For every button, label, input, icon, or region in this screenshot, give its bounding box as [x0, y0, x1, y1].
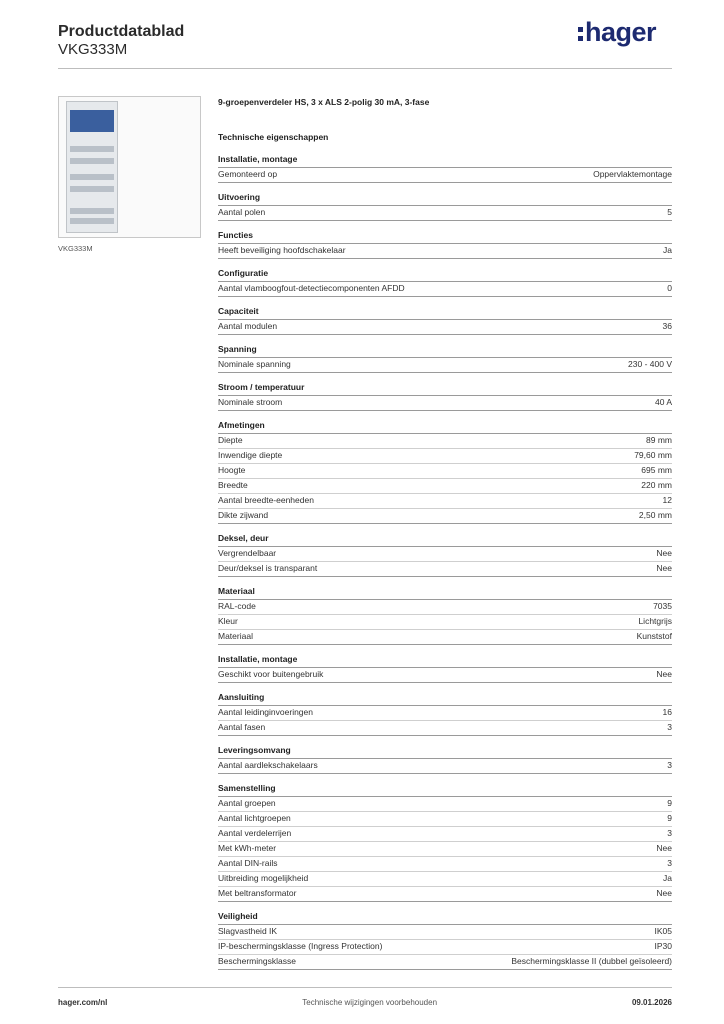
spec-row [218, 630, 672, 645]
spec-value: 0 [667, 283, 672, 293]
spec-section-title: Installatie, montage [218, 154, 672, 168]
product-image [58, 96, 201, 238]
spec-value: Oppervlaktemontage [593, 169, 672, 179]
spec-content [218, 97, 672, 979]
spec-value: 40 A [654, 397, 672, 407]
spec-row [218, 827, 672, 842]
spec-section-title: Installatie, montage [218, 654, 672, 668]
spec-value: Nee [656, 563, 672, 573]
logo-dots-icon [578, 27, 583, 41]
spec-row [218, 706, 672, 721]
spec-row [218, 509, 672, 524]
document-title: Productdatablad [58, 23, 185, 40]
technical-properties-title: Technische eigenschappen [218, 132, 329, 142]
spec-row [218, 857, 672, 872]
distribution-board-image [66, 101, 118, 233]
spec-row [218, 449, 672, 464]
spec-value: Lichtgrijs [638, 616, 672, 626]
spec-label: Materiaal [218, 631, 253, 641]
spec-value: IP30 [654, 941, 672, 951]
spec-label: Aantal lichtgroepen [218, 813, 291, 823]
spec-section [218, 911, 672, 970]
spec-value: 5 [667, 207, 672, 217]
spec-label: Aantal modulen [218, 321, 278, 331]
spec-row [218, 925, 672, 940]
spec-row [218, 615, 672, 630]
spec-section [218, 745, 672, 774]
spec-value: Nee [656, 669, 672, 679]
spec-label: Nominale spanning [218, 359, 291, 369]
spec-section-title: Materiaal [218, 586, 672, 600]
spec-section-title: Uitvoering [218, 192, 672, 206]
spec-label: IP-beschermingsklasse (Ingress Protection) [218, 941, 383, 951]
spec-section [218, 382, 672, 411]
spec-value: IK05 [654, 926, 672, 936]
spec-section [218, 783, 672, 902]
spec-value: 7035 [653, 601, 672, 611]
footer-disclaimer: Technische wijzigingen voorbehouden [302, 998, 438, 1007]
spec-label: Aantal vlamboogfout-detectiecomponenten AFDD [218, 283, 405, 293]
spec-value: Nee [656, 888, 672, 898]
spec-label: Dikte zijwand [218, 510, 269, 520]
spec-value: 220 mm [641, 480, 672, 490]
spec-row [218, 842, 672, 857]
spec-row [218, 600, 672, 615]
spec-label: Aantal groepen [218, 798, 276, 808]
spec-row [218, 464, 672, 479]
spec-section [218, 420, 672, 524]
spec-value: Beschermingsklasse II (dubbel geïsoleerd) [511, 956, 672, 966]
footer-divider [58, 987, 672, 988]
spec-section-title: Capaciteit [218, 306, 672, 320]
spec-section-title: Aansluiting [218, 692, 672, 706]
spec-section-title: Leveringsomvang [218, 745, 672, 759]
spec-section [218, 230, 672, 259]
spec-value: 2,50 mm [638, 510, 672, 520]
spec-row [218, 887, 672, 902]
spec-row [218, 872, 672, 887]
spec-label: Kleur [218, 616, 238, 626]
spec-row [218, 955, 672, 970]
spec-section [218, 533, 672, 577]
document-header [58, 22, 184, 59]
spec-row [218, 759, 672, 774]
spec-section-title: Veiligheid [218, 911, 672, 925]
spec-section [218, 154, 672, 183]
spec-section [218, 692, 672, 736]
spec-section-title: Samenstelling [218, 783, 672, 797]
spec-row [218, 396, 672, 411]
spec-label: Aantal aardlekschakelaars [218, 760, 318, 770]
spec-label: Aantal DIN-rails [218, 858, 278, 868]
spec-value: 16 [662, 707, 672, 717]
spec-value: Nee [656, 843, 672, 853]
spec-label: Geschikt voor buitengebruik [218, 669, 324, 679]
footer-website: hager.com/nl [58, 998, 108, 1007]
spec-row [218, 797, 672, 812]
spec-value: Ja [663, 245, 672, 255]
spec-value: 3 [667, 760, 672, 770]
spec-label: Breedte [218, 480, 248, 490]
spec-label: Met kWh-meter [218, 843, 277, 853]
spec-row [218, 494, 672, 509]
spec-value: 9 [667, 813, 672, 823]
spec-row [218, 168, 672, 183]
spec-row [218, 668, 672, 683]
spec-row [218, 812, 672, 827]
spec-label: Aantal fasen [218, 722, 266, 732]
spec-label: Aantal polen [218, 207, 266, 217]
spec-label: Heeft beveiliging hoofdschakelaar [218, 245, 346, 255]
hager-logo [578, 17, 656, 47]
spec-row [218, 434, 672, 449]
spec-label: Uitbreiding mogelijkheid [218, 873, 309, 883]
spec-row [218, 244, 672, 259]
spec-row [218, 479, 672, 494]
logo-text: hager [584, 17, 656, 47]
header-divider [58, 68, 672, 69]
spec-value: 3 [667, 828, 672, 838]
spec-row [218, 721, 672, 736]
spec-row [218, 358, 672, 373]
spec-label: Inwendige diepte [218, 450, 283, 460]
spec-value: 3 [667, 722, 672, 732]
spec-label: Aantal breedte-eenheden [218, 495, 314, 505]
spec-row [218, 320, 672, 335]
spec-section [218, 654, 672, 683]
spec-value: 36 [662, 321, 672, 331]
spec-section-title: Spanning [218, 344, 672, 358]
product-image-caption: VKG333M [58, 244, 93, 253]
spec-label: Diepte [218, 435, 243, 445]
spec-value: Kunststof [636, 631, 672, 641]
spec-section [218, 192, 672, 221]
spec-section-title: Afmetingen [218, 420, 672, 434]
spec-value: 9 [667, 798, 672, 808]
spec-label: Deur/deksel is transparant [218, 563, 318, 573]
spec-section [218, 586, 672, 645]
spec-row [218, 282, 672, 297]
spec-section-title: Functies [218, 230, 672, 244]
spec-label: Met beltransformator [218, 888, 297, 898]
product-description: 9-groepenverdeler HS, 3 x ALS 2-polig 30 mA, 3-fase [218, 97, 430, 107]
spec-value: Ja [663, 873, 672, 883]
spec-section [218, 344, 672, 373]
spec-label: Beschermingsklasse [218, 956, 296, 966]
product-code: VKG333M [58, 41, 128, 58]
spec-row [218, 206, 672, 221]
document-footer [58, 998, 672, 1007]
spec-row [218, 547, 672, 562]
spec-value: 695 mm [641, 465, 672, 475]
spec-label: Hoogte [218, 465, 246, 475]
spec-label: Aantal verdelerrijen [218, 828, 292, 838]
spec-value: 89 mm [646, 435, 672, 445]
spec-value: 12 [662, 495, 672, 505]
spec-row [218, 562, 672, 577]
spec-value: Nee [656, 548, 672, 558]
spec-value: 230 - 400 V [628, 359, 672, 369]
spec-label: RAL-code [218, 601, 256, 611]
spec-section-title: Deksel, deur [218, 533, 672, 547]
spec-label: Nominale stroom [218, 397, 283, 407]
spec-label: Slagvastheid IK [218, 926, 278, 936]
spec-value: 79,60 mm [634, 450, 672, 460]
spec-label: Vergrendelbaar [218, 548, 277, 558]
spec-value: 3 [667, 858, 672, 868]
spec-section [218, 306, 672, 335]
spec-label: Gemonteerd op [218, 169, 278, 179]
spec-label: Aantal leidinginvoeringen [218, 707, 313, 717]
spec-row [218, 940, 672, 955]
spec-section [218, 268, 672, 297]
spec-section-title: Stroom / temperatuur [218, 382, 672, 396]
spec-sections [218, 154, 672, 970]
spec-section-title: Configuratie [218, 268, 672, 282]
footer-date: 09.01.2026 [631, 998, 672, 1007]
